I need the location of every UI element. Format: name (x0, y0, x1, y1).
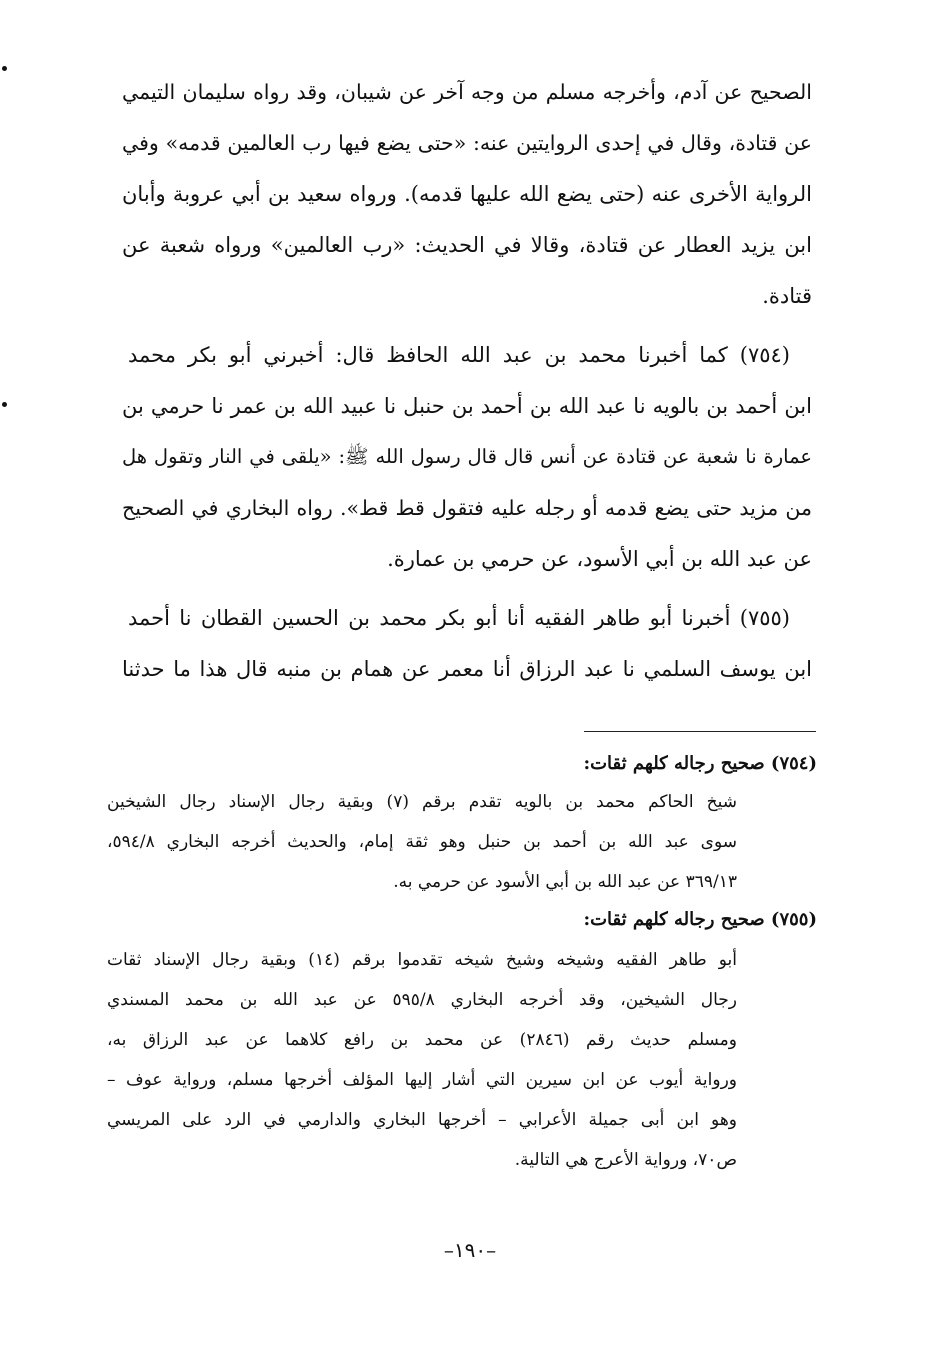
hadith-754-opening: (٧٥٤) كما أخبرنا محمد بن عبد الله الحافظ قال: أخبرني أبو بكر محمد (128, 343, 790, 367)
body-text-line: الصحيح عن آدم، وأخرجه مسلم من وجه آخر عن شيبان، وقد رواه سليمان التيمي (122, 80, 812, 104)
body-text-line: من مزيد حتى يضع قدمه أو رجله عليه فتقول قط قط». رواه البخاري في الصحيح (122, 496, 812, 520)
hadith-755-opening: (٧٥٥) أخبرنا أبو طاهر الفقيه أنا أبو بكر محمد بن الحسين القطان نا أحمد (128, 606, 790, 630)
footnote-line: سوى عبد الله بن أحمد بن حنبل وهو ثقة إمام، والحديث أخرجه البخاري ٥٩٤/٨، (107, 832, 737, 852)
footnote-line: أبو طاهر الفقيه وشيخه وشيخ شيخه تقدموا برقم (١٤) وبقية رجال الإسناد ثقات (107, 950, 737, 970)
margin-mark (2, 66, 7, 71)
footnote-line: شيخ الحاكم محمد بن بالويه تقدم برقم (٧) وبقية رجال الإسناد رجال الشيخين (107, 792, 737, 812)
body-text-line: قتادة. (762, 284, 812, 308)
margin-mark (2, 402, 7, 407)
footnote-line: ٣٦٩/١٣ عن عبد الله بن أبي الأسود عن حرمي به. (393, 872, 737, 892)
footnote-line: رجال الشيخين، وقد أخرجه البخاري ٥٩٥/٨ عن عبد الله بن محمد المسندي (107, 990, 738, 1010)
body-text-line: ابن أحمد بن بالويه نا عبد الله بن أحمد بن حنبل نا عبيد الله بن عمر نا حرمي بن (122, 394, 812, 418)
body-text-line: ابن يزيد العطار عن قتادة، وقالا في الحديث: «رب العالمين» ورواه شعبة عن (122, 233, 812, 257)
body-text-line: عن قتادة، وقال في إحدى الروايتين عنه: «حتى يضع فيها رب العالمين قدمه» وفي (122, 131, 812, 155)
footnote-755-heading: (٧٥٥) صحيح رجاله كلهم ثقات: (583, 909, 817, 930)
body-text-line: عمارة نا شعبة عن قتادة عن أنس قال قال رسول الله ﷺ: «يلقى في النار وتقول هل (122, 445, 812, 468)
footnote-divider (584, 731, 816, 732)
page-number: –١٩٠– (443, 1238, 497, 1262)
footnote-line: وهو ابن أبى جميلة الأعرابي – أخرجها البخاري والدارمي في الرد على المريسي (107, 1110, 737, 1130)
footnote-line: ورواية أيوب عن ابن سيرين التي أشار إليها المؤلف أخرجها مسلم، ورواية عوف – (107, 1070, 737, 1090)
body-text-line: الرواية الأخرى عنه (حتى يضع الله عليها قدمه). ورواه سعيد بن أبي عروبة وأبان (122, 182, 812, 206)
body-text-line: عن عبد الله بن أبي الأسود، عن حرمي بن عمارة. (387, 547, 812, 571)
body-text-line: ابن يوسف السلمي نا عبد الرزاق أنا معمر عن همام بن منبه قال هذا ما حدثنا (122, 657, 812, 681)
footnote-754-heading: (٧٥٤) صحيح رجاله كلهم ثقات: (583, 753, 817, 774)
footnote-line: ومسلم حديث رقم (٢٨٤٦) عن محمد بن رافع كلاهما عن عبد الرزاق به، (107, 1030, 737, 1050)
footnote-line: ص٧٠، ورواية الأعرج هي التالية. (514, 1150, 737, 1170)
